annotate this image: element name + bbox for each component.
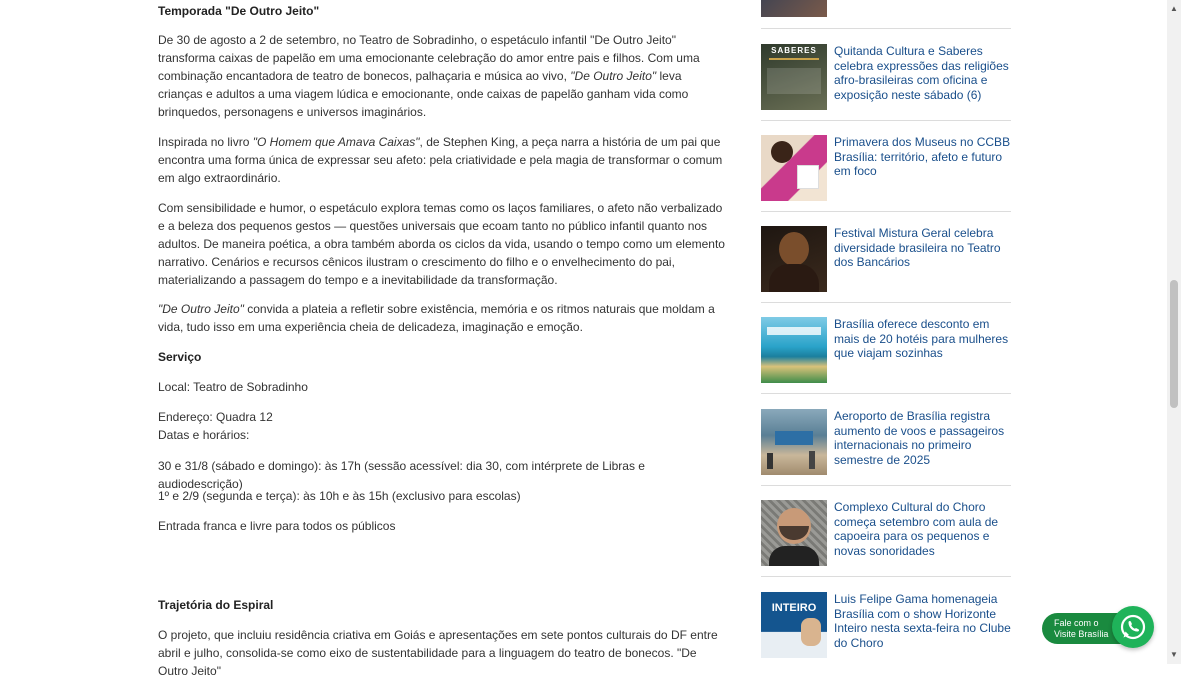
divider [761, 393, 1011, 394]
paragraph-reflection-text: convida a plateia a refletir sobre existência, memória e os ritmos naturais que moldam a vida, tudo isso em uma experiência cheia de delicadeza, imaginação e emoção. [158, 302, 715, 334]
paragraph-intro-text-b: leva crianças e adultos a uma viagem lúdica e emocionante, onde caixas de papelão ganham vida como brinquedos, personagens e universos imaginários. [158, 69, 689, 119]
scrollbar-thumb[interactable] [1170, 280, 1178, 408]
service-address: Endereço: Quadra 12 [158, 410, 273, 424]
news-item[interactable] [761, 592, 1011, 672]
divider [761, 576, 1011, 577]
news-thumbnail[interactable] [761, 317, 827, 383]
divider [761, 120, 1011, 121]
news-title[interactable]: Luis Felipe Gama homenageia Brasília com o show Horizonte Inteiro nesta sexta-feira no Clube do Choro [834, 592, 1011, 650]
scroll-down-arrow-icon[interactable]: ▼ [1170, 650, 1178, 659]
thumbnail-decor [769, 264, 819, 292]
news-title[interactable]: Brasília oferece desconto em mais de 20 hotéis para mulheres que viajam sozinhas [834, 317, 1009, 361]
news-item[interactable] [761, 409, 1011, 489]
thumbnail-decor [809, 451, 815, 469]
thumbnail-decor [767, 68, 821, 94]
whatsapp-icon [1112, 606, 1154, 648]
thumbnail-decor [767, 453, 773, 469]
paragraph-themes: Com sensibilidade e humor, o espetáculo explora temas como os laços familiares, o afeto não verbalizado e a beleza dos pequenos gestos — questões universais que ecoam tanto no público infantil quanto nos adultos. De maneira poética, a obra também aborda os ciclos da vida, usando o tempo como um elemento narrativo. Cenários e recursos cênicos ilustram o crescimento do filho e o envelhecimento do pai, materializando a passagem do tempo e a inevitabilidade da transformação. [158, 201, 725, 287]
scroll-up-arrow-icon[interactable]: ▲ [1170, 4, 1178, 13]
divider [761, 302, 1011, 303]
service-local: Local: Teatro de Sobradinho [158, 380, 308, 394]
service-schedule-2: 1º e 2/9 (segunda e terça): às 10h e às 15h (exclusivo para escolas) [158, 489, 521, 503]
paragraph-reflection-emphasis: "De Outro Jeito" [158, 302, 244, 316]
news-item[interactable] [761, 135, 1011, 215]
thumbnail-decor [775, 431, 813, 445]
news-title[interactable]: Primavera dos Museus no CCBB Brasília: território, afeto e futuro em foco [834, 135, 1011, 179]
whatsapp-label-line2: Visite Brasília [1054, 629, 1109, 639]
news-title[interactable]: Festival Mistura Geral celebra diversidade brasileira no Teatro dos Bancários [834, 226, 1001, 270]
paragraph-inspiration-text-b: , de Stephen King, a peça narra a história de um pai que encontra uma forma única de expressar seu afeto: pela criatividade e pela magia de transformar o comum em algo extraordinário. [158, 135, 723, 185]
service-dates-label: Datas e horários: [158, 428, 250, 442]
thumbnail-decor [797, 165, 819, 189]
news-thumbnail[interactable] [761, 592, 827, 658]
service-schedule-1: 30 e 31/8 (sábado e domingo): às 17h (sessão acessível: dia 30, com intérprete de Libras e audiodescrição) [158, 459, 645, 491]
news-title[interactable]: Complexo Cultural do Choro começa setembro com aula de capoeira para os pequenos e novas sonoridades [834, 500, 999, 558]
paragraph-inspiration-text-a: Inspirada no livro [158, 135, 253, 149]
heading-service: Serviço [158, 350, 202, 364]
news-thumbnail[interactable] [761, 500, 827, 566]
thumbnail-caption: INTEIRO [771, 602, 817, 614]
news-item[interactable] [761, 317, 1011, 397]
service-entry: Entrada franca e livre para todos os públicos [158, 519, 396, 533]
thumbnail-decor [779, 232, 809, 266]
news-thumbnail[interactable] [761, 226, 827, 292]
paragraph-intro-text-a: De 30 de agosto a 2 de setembro, no Teatro de Sobradinho, o espetáculo infantil "De Outro Jeito" transforma caixas de papelão em uma emocionante celebração do amor entre pais e filhos. Com uma combinação encantadora de teatro de bonecos, palhaçaria e música ao vivo, [158, 33, 700, 83]
news-thumbnail[interactable] [761, 135, 827, 201]
news-item[interactable] [761, 226, 1011, 306]
page-scrollbar[interactable] [1167, 0, 1181, 664]
paragraph-inspiration-emphasis: "O Homem que Amava Caixas" [252, 135, 420, 149]
paragraph-intro-emphasis: "De Outro Jeito" [570, 69, 657, 83]
thumbnail-decor [767, 327, 821, 335]
news-item[interactable] [761, 44, 1011, 124]
news-title[interactable]: Quitanda Cultura e Saberes celebra expressões das religiões afro-brasileiras com oficina e exposição neste sábado (6) [834, 44, 1009, 102]
news-title[interactable]: Aeroporto de Brasília registra aumento de voos e passageiros internacionais no primeiro semestre de 2025 [834, 409, 1005, 467]
paragraph-intro [158, 31, 728, 121]
news-item[interactable] [761, 500, 1011, 580]
thumbnail-decor [801, 618, 821, 646]
whatsapp-button[interactable] [1112, 606, 1154, 648]
paragraph-inspiration [158, 133, 728, 187]
heading-season: Temporada "De Outro Jeito" [158, 4, 320, 18]
divider [761, 485, 1011, 486]
divider [761, 211, 1011, 212]
paragraph-reflection [158, 300, 728, 336]
thumbnail-decor [771, 141, 793, 163]
thumbnail-decor [769, 546, 819, 566]
paragraph-trajectory: O projeto, que incluiu residência criativa em Goiás e apresentações em sete pontos culturais do DF entre abril e julho, consolida-se como eixo de sustentabilidade para a linguagem do teatro de bonecos. "De Outro Jeito" [158, 628, 718, 678]
heading-trajectory: Trajetória do Espiral [158, 598, 274, 612]
news-thumbnail[interactable] [761, 44, 827, 110]
whatsapp-label-line1: Fale com o [1054, 618, 1099, 628]
news-thumbnail[interactable] [761, 409, 827, 475]
divider [761, 28, 1011, 29]
thumbnail-decor [769, 58, 819, 60]
news-thumbnail-partial[interactable] [761, 0, 827, 17]
thumbnail-caption: SABERES [771, 46, 817, 55]
